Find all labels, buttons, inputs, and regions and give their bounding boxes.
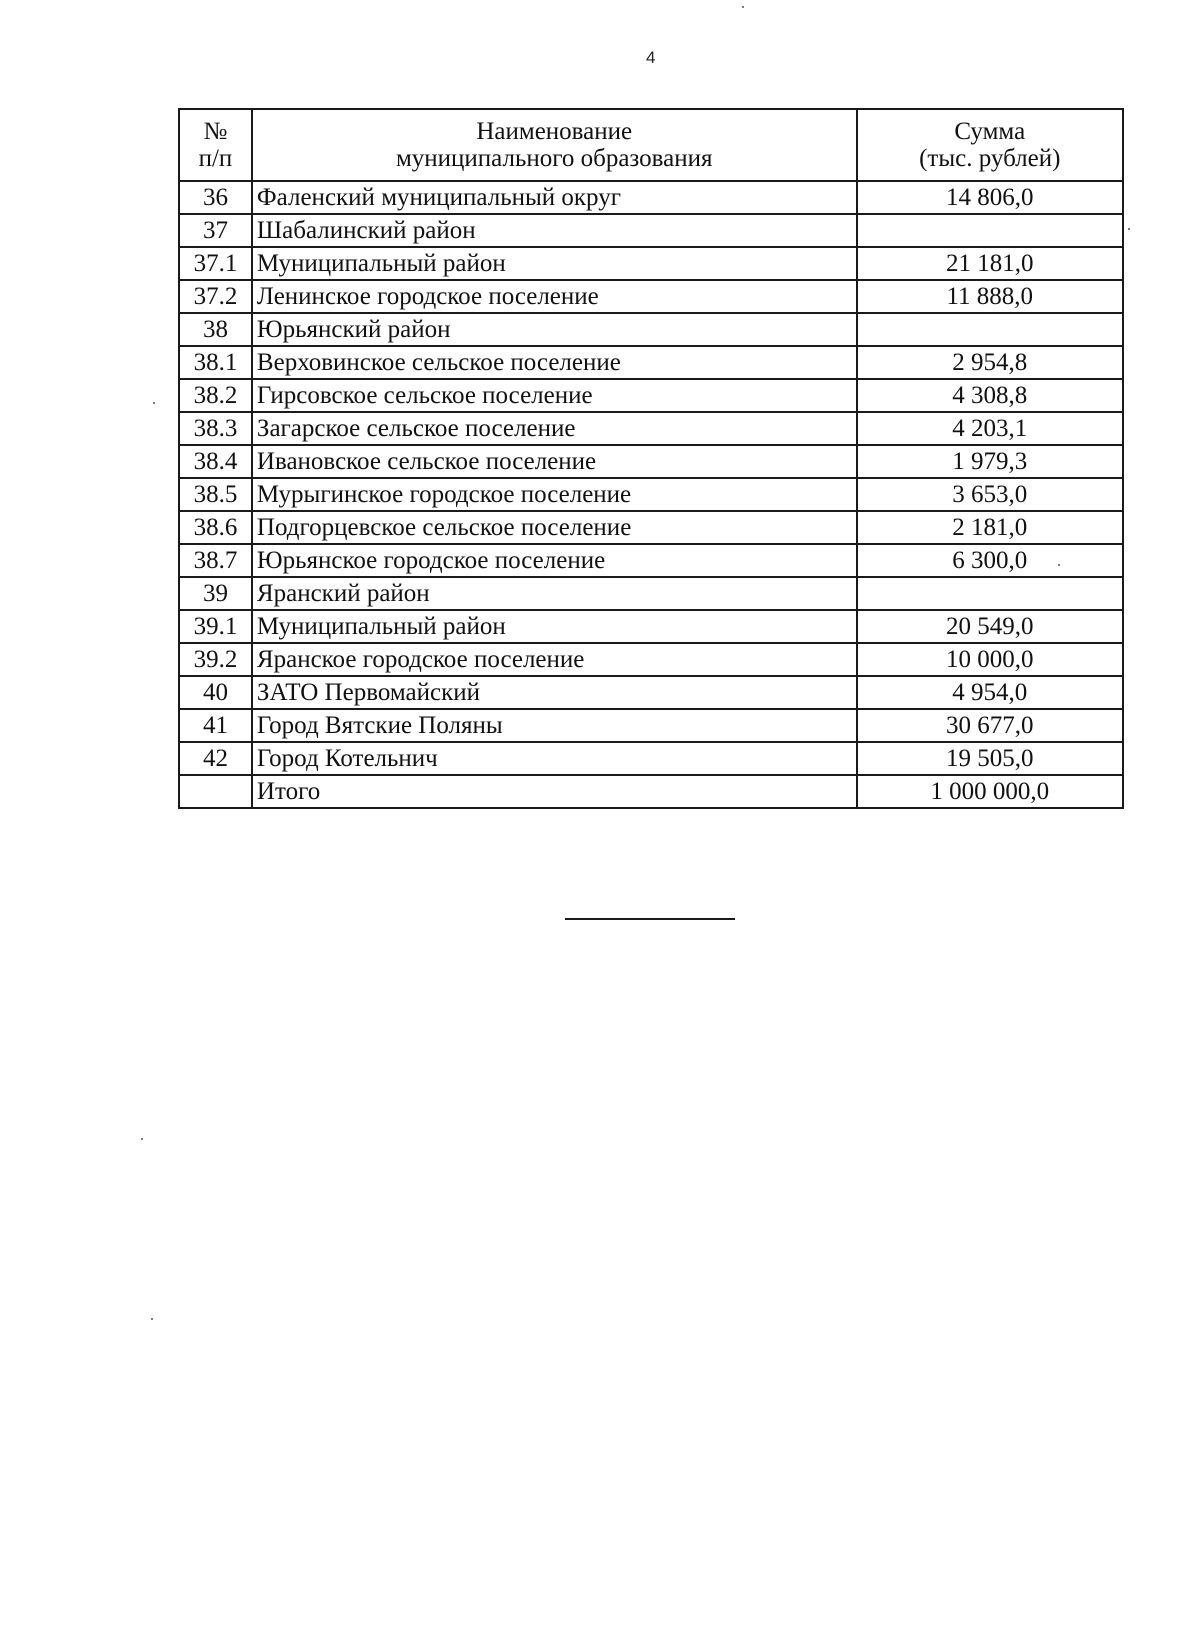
amount: 21 181,0 — [857, 247, 1123, 280]
table-header — [179, 109, 1123, 181]
municipality-name: Ивановское сельское поселение — [252, 445, 857, 478]
table-row — [179, 280, 1123, 313]
municipality-name: Муниципальный район — [252, 610, 857, 643]
total-label: Итого — [252, 775, 857, 808]
amount: 4 954,0 — [857, 676, 1123, 709]
row-number: 38 — [179, 313, 252, 346]
municipality-name: Мурыгинское городское поселение — [252, 478, 857, 511]
table-row — [179, 445, 1123, 478]
amount — [857, 577, 1123, 610]
table-row — [179, 412, 1123, 445]
header-sum-line-2: (тыс. рублей) — [919, 145, 1061, 172]
table-row — [179, 511, 1123, 544]
table-row — [179, 379, 1123, 412]
row-number: 36 — [179, 181, 252, 214]
municipality-name: Шабалинский район — [252, 214, 857, 247]
allocation-table — [178, 108, 1124, 809]
table-row — [179, 676, 1123, 709]
table-row — [179, 643, 1123, 676]
table-row — [179, 313, 1123, 346]
row-number: 38.3 — [179, 412, 252, 445]
row-number: 38.7 — [179, 544, 252, 577]
table-row — [179, 214, 1123, 247]
row-number: 39.1 — [179, 610, 252, 643]
municipality-name: Город Вятские Поляны — [252, 709, 857, 742]
municipality-name: Ленинское городское поселение — [252, 280, 857, 313]
table-row — [179, 478, 1123, 511]
total-amount: 1 000 000,0 — [857, 775, 1123, 808]
row-number: 39 — [179, 577, 252, 610]
scan-speck — [1058, 564, 1060, 566]
amount: 10 000,0 — [857, 643, 1123, 676]
amount: 19 505,0 — [857, 742, 1123, 775]
row-number: 41 — [179, 709, 252, 742]
amount — [857, 214, 1123, 247]
header-name-line-1: Наименование — [476, 117, 633, 145]
municipality-name: Юрьянское городское поселение — [252, 544, 857, 577]
scan-speck — [151, 1318, 153, 1320]
municipality-name: Город Котельнич — [252, 742, 857, 775]
table-row — [179, 709, 1123, 742]
amount — [857, 313, 1123, 346]
header-num-line-2: п/п — [198, 145, 233, 172]
header-num — [179, 109, 252, 181]
header-row — [179, 109, 1123, 181]
table-row — [179, 742, 1123, 775]
table-row — [179, 247, 1123, 280]
amount: 1 979,3 — [857, 445, 1123, 478]
amount: 30 677,0 — [857, 709, 1123, 742]
amount: 3 653,0 — [857, 478, 1123, 511]
row-number: 37.2 — [179, 280, 252, 313]
table-row — [179, 577, 1123, 610]
row-number: 38.4 — [179, 445, 252, 478]
scan-speck — [153, 402, 155, 404]
amount: 11 888,0 — [857, 280, 1123, 313]
municipality-name: Гирсовское сельское поселение — [252, 379, 857, 412]
amount: 14 806,0 — [857, 181, 1123, 214]
municipality-name: Фаленский муниципальный округ — [252, 181, 857, 214]
header-name — [252, 109, 857, 181]
row-number: 38.1 — [179, 346, 252, 379]
amount: 6 300,0 — [857, 544, 1123, 577]
amount: 4 203,1 — [857, 412, 1123, 445]
header-sum-line-1: Сумма — [954, 117, 1026, 145]
row-number — [179, 775, 252, 808]
municipality-name: Яранский район — [252, 577, 857, 610]
table-row — [179, 346, 1123, 379]
scan-speck — [141, 1138, 143, 1140]
municipality-name: Подгорцевское сельское поселение — [252, 511, 857, 544]
row-number: 38.2 — [179, 379, 252, 412]
table-row — [179, 610, 1123, 643]
total-row — [179, 775, 1123, 808]
page-number: 4 — [646, 48, 656, 67]
row-number: 37.1 — [179, 247, 252, 280]
scan-speck — [742, 6, 744, 8]
end-separator-line — [565, 918, 735, 920]
row-number: 37 — [179, 214, 252, 247]
municipality-name: Загарское сельское поселение — [252, 412, 857, 445]
row-number: 39.2 — [179, 643, 252, 676]
amount: 2 954,8 — [857, 346, 1123, 379]
municipality-name: Яранское городское поселение — [252, 643, 857, 676]
row-number: 42 — [179, 742, 252, 775]
row-number: 38.5 — [179, 478, 252, 511]
amount: 4 308,8 — [857, 379, 1123, 412]
table-row — [179, 544, 1123, 577]
header-num-line-1: № — [203, 117, 228, 145]
scan-speck — [1128, 228, 1130, 230]
header-sum — [857, 109, 1123, 181]
municipality-name: Верховинское сельское поселение — [252, 346, 857, 379]
header-name-line-2: муниципального образования — [395, 145, 713, 172]
municipality-name: Муниципальный район — [252, 247, 857, 280]
municipality-name: ЗАТО Первомайский — [252, 676, 857, 709]
amount: 20 549,0 — [857, 610, 1123, 643]
table-row — [179, 181, 1123, 214]
municipality-name: Юрьянский район — [252, 313, 857, 346]
row-number: 40 — [179, 676, 252, 709]
table-body — [179, 181, 1123, 808]
amount: 2 181,0 — [857, 511, 1123, 544]
row-number: 38.6 — [179, 511, 252, 544]
